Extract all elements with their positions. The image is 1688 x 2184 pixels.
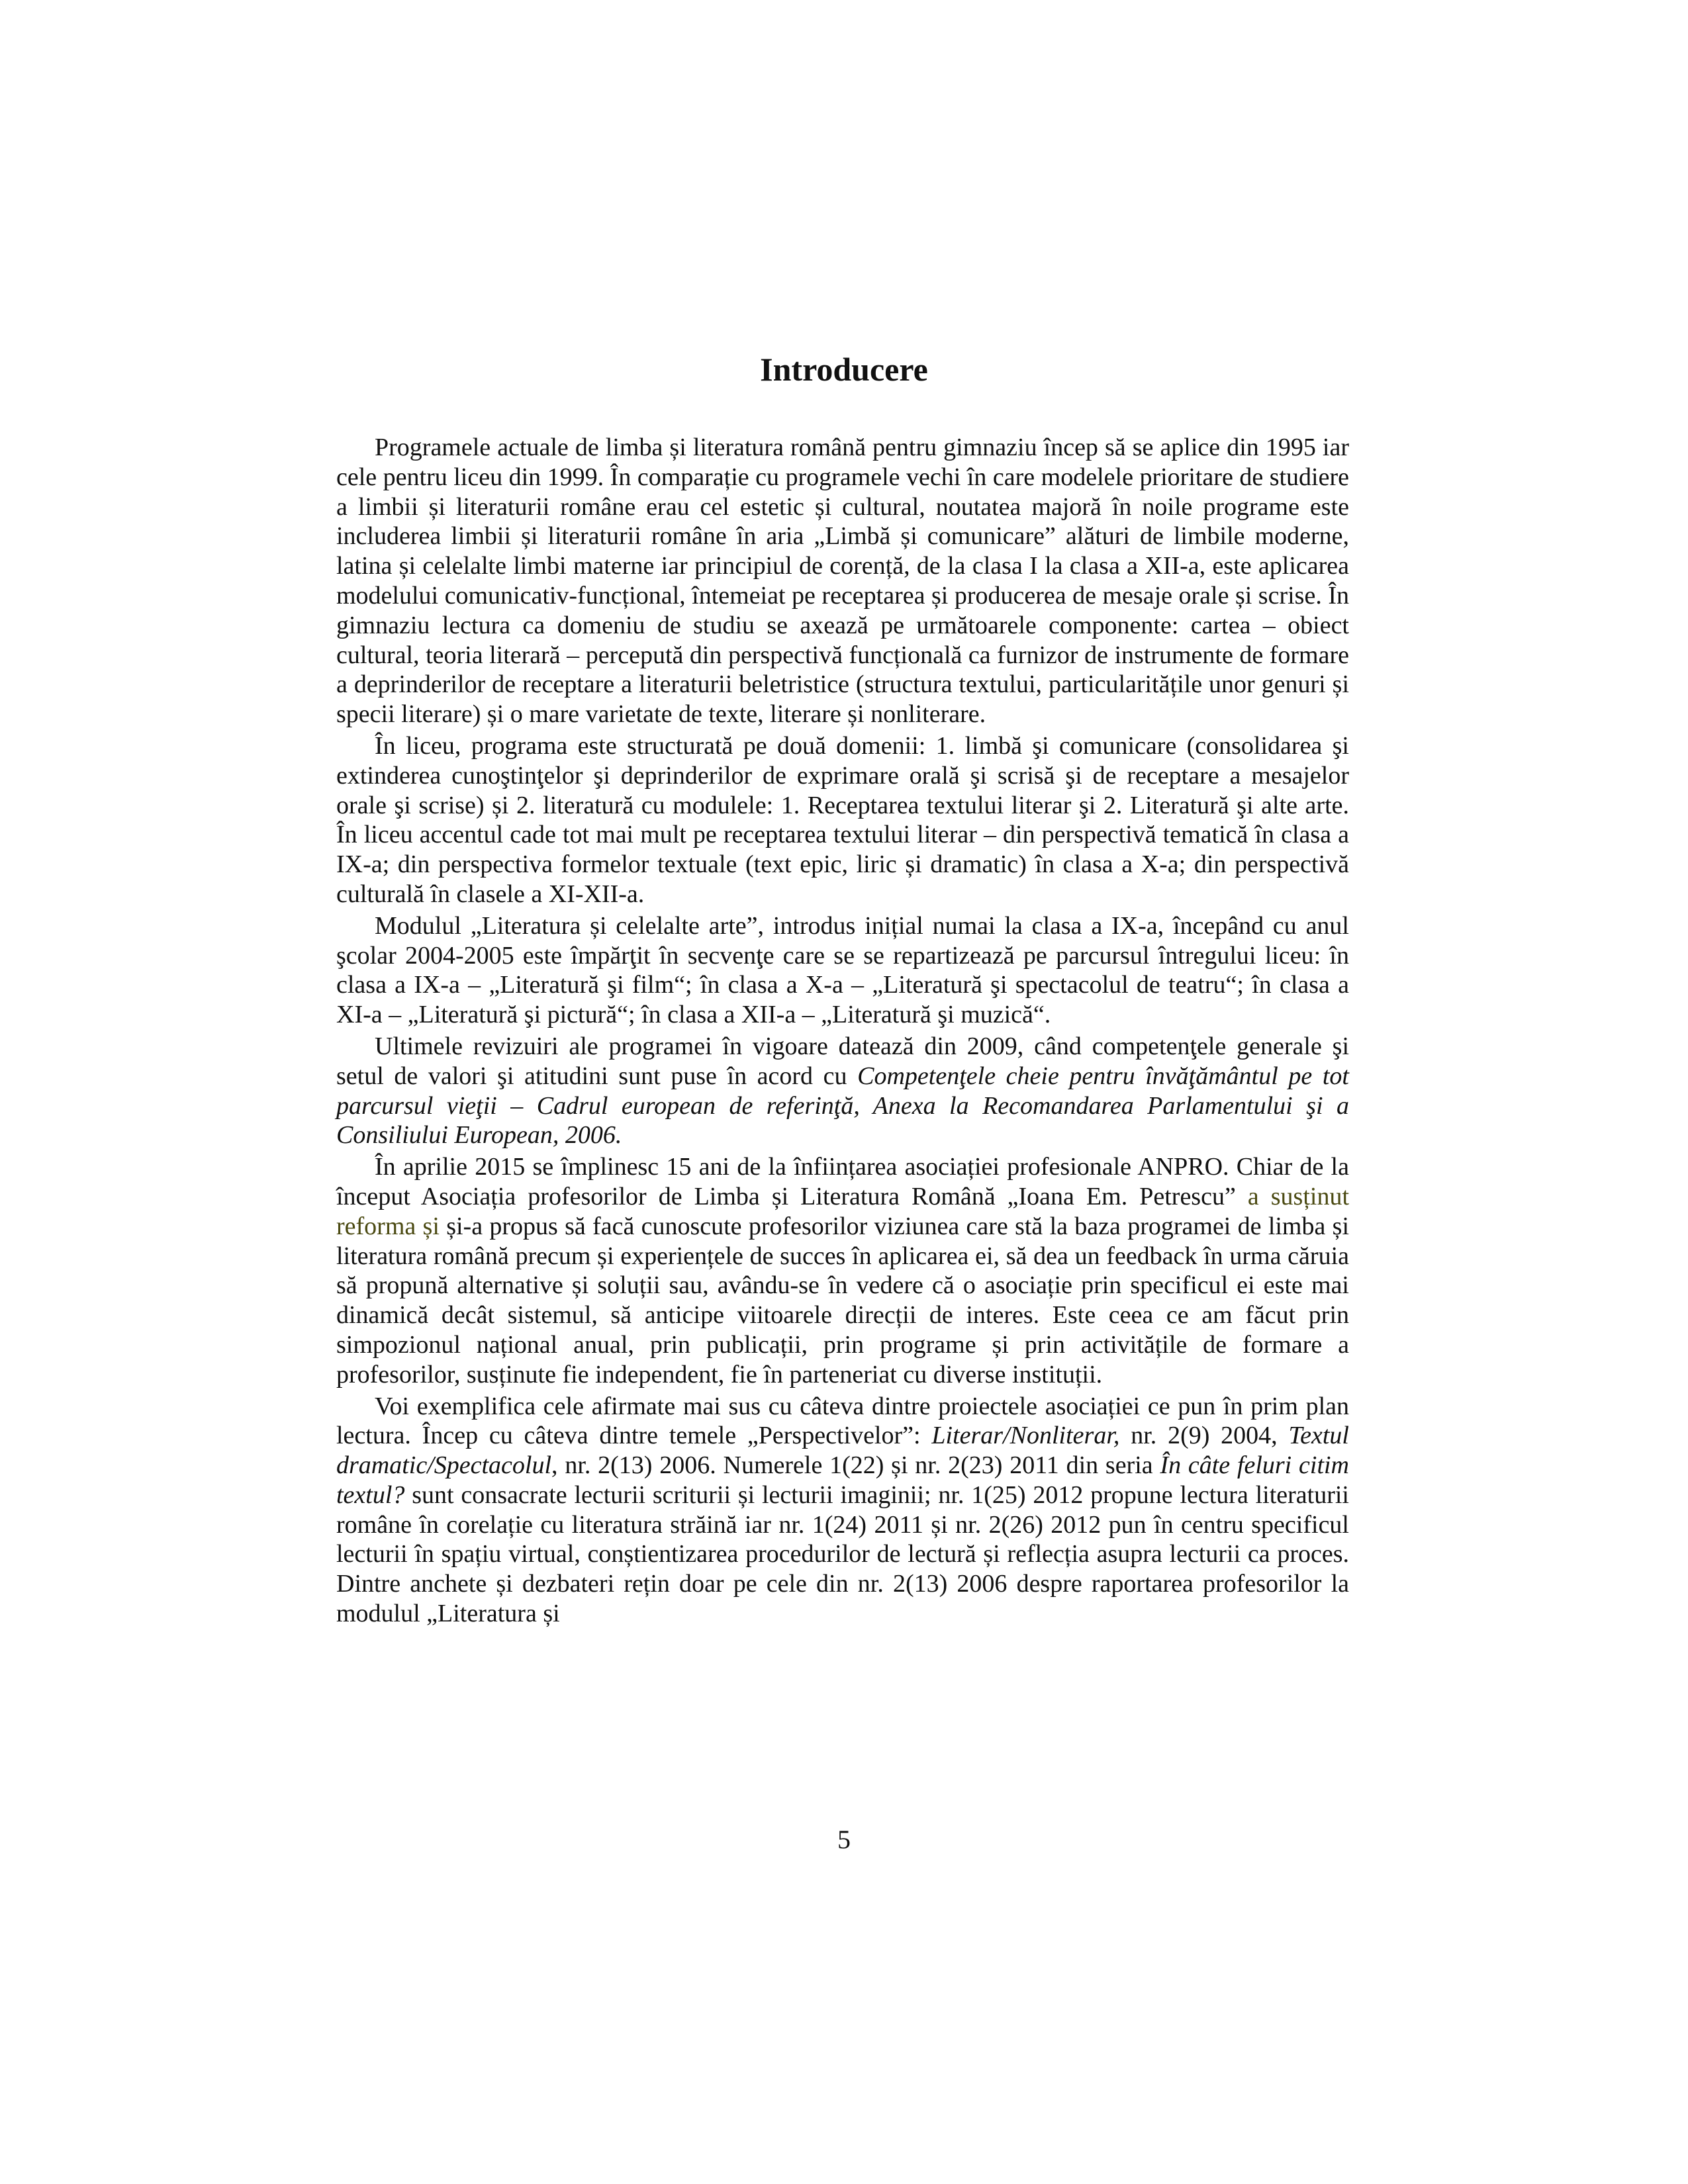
paragraph-6-italic-3: În câte feluri citim textul? xyxy=(336,1451,1349,1509)
page-title: Introducere xyxy=(760,351,928,388)
paragraph-2: În liceu, programa este structurată pe două domenii: 1. limbă şi comunicare (consolidarea şi extinderea cunoştinţelor şi deprinderilor de exprimare orală şi scrisă şi de receptare a mesajelor orale şi scrise) și 2. literatură cu modulele: 1. Receptarea textului literar şi 2. Literatură şi alte arte. În liceu accentul cade tot mai mult pe receptarea textului literar – din perspectivă tematică în clasa a IX-a; din perspectiva formelor textuale (text epic, liric și dramatic) în clasa a X-a; din perspectivă culturală în clasele a XI-XII-a. xyxy=(336,731,1349,908)
paragraph-5-text: În aprilie 2015 se împlinesc 15 ani de la înființarea asociației profesionale ANPRO. Chiar de la început Asociația profesorilor de Limba și Literatura Română „Ioana Em. Petrescu” xyxy=(336,1153,1349,1210)
paragraph-6-text-a: Voi exemplifica cele afirmate mai sus cu câteva dintre proiectele asociației ce pun în prim plan lectura. Încep cu câteva dintre temele „Perspectivelor”: xyxy=(336,1392,1349,1450)
paragraph-5-highlight: a susținut reforma și xyxy=(336,1182,1349,1240)
body-text xyxy=(336,433,1349,1631)
page-number: 5 xyxy=(837,1825,851,1854)
paragraph-6-italic-2: Textul dramatic/Spectacolul xyxy=(336,1422,1349,1480)
paragraph-6-text-d: sunt consacrate lecturii scriturii și lecturii imaginii; nr. 1(25) 2012 propune lectura literaturii române în corelație cu literatura străină iar nr. 1(24) 2011 și nr. 2(26) 2012 pun în centru specificul lecturii în spațiu virtual, conștientizarea procedurilor de lectură și reflecția asupra lecturii ca proces. Dintre anchete și dezbateri rețin doar pe cele din nr. 2(13) 2006 despre raportarea profesorilor la modulul „Literatura și xyxy=(336,1480,1349,1628)
paragraph-4 xyxy=(336,1032,1349,1150)
paragraph-3: Modulul „Literatura și celelalte arte”, introdus inițial numai la clasa a IX-a, începând cu anul şcolar 2004-2005 este împărţit în secvenţe care se se repartizează pe parcursul întregului liceu: în clasa a IX-a – „Literatură şi film“; în clasa a X-a – „Literatură şi spectacolul de teatru“; în clasa a XI-a – „Literatură şi pictură“; în clasa a XII-a – „Literatură şi muzică“. xyxy=(336,911,1349,1029)
paragraph-6-italic-1: Literar/Nonliterar, xyxy=(931,1422,1120,1450)
paragraph-6 xyxy=(336,1392,1349,1629)
paragraph-4-italic-citation: Competenţele cheie pentru învăţământul pe tot parcursul vieţii – Cadrul european de referinţă, Anexa la Recomandarea Parlamentului şi a Consiliului European, 2006. xyxy=(336,1062,1349,1150)
paragraph-6-text-c: , nr. 2(13) 2006. Numerele 1(22) și nr. 2(23) 2011 din seria xyxy=(551,1451,1160,1480)
paragraph-1: Programele actuale de limba și literatura română pentru gimnaziu încep să se aplice din 1995 iar cele pentru liceu din 1999. În comparație cu programele vechi în care modelele prioritare de studiere a limbii și literaturii române erau cel estetic și cultural, noutatea majoră în noile programe este includerea limbii și literaturii române în aria „Limbă și comunicare” alături de limbile moderne, latina și celelalte limbi materne iar principiul de corență, de la clasa I la clasa a XII-a, este aplicarea modelului comunicativ-funcțional, întemeiat pe receptarea și producerea de mesaje orale și scrise. În gimnaziu lectura ca domeniu de studiu se axează pe următoarele componente: cartea – obiect cultural, teoria literară – percepută din perspectivă funcțională ca furnizor de instrumente de formare a deprinderilor de receptare a literaturii beletristice (structura textului, particularitățile unor genuri și specii literare) și o mare varietate de texte, literare și nonliterare. xyxy=(336,433,1349,729)
paragraph-5 xyxy=(336,1152,1349,1389)
paragraph-4-text: Ultimele revizuiri ale programei în vigoare datează din 2009, când competenţele generale şi setul de valori şi atitudini sunt puse în acord cu xyxy=(336,1032,1349,1090)
paragraph-6-text-b: nr. 2(9) 2004, xyxy=(1119,1422,1289,1450)
paragraph-5-text-rest: și-a propus să facă cunoscute profesorilor viziunea care stă la baza programei de limba și literatura română precum și experiențele de succes în aplicarea ei, să dea un feedback în urma căruia să propună alternative și soluții sau, avându-se în vedere că o asociație prin specificul ei este mai dinamică decât sistemul, să anticipe viitoarele direcții de interes. Este ceea ce am făcut prin simpozionul național anual, prin publicații, prin programe și prin activitățile de formare a profesorilor, susținute fie independent, fie în parteneriat cu diverse instituții. xyxy=(336,1212,1349,1388)
